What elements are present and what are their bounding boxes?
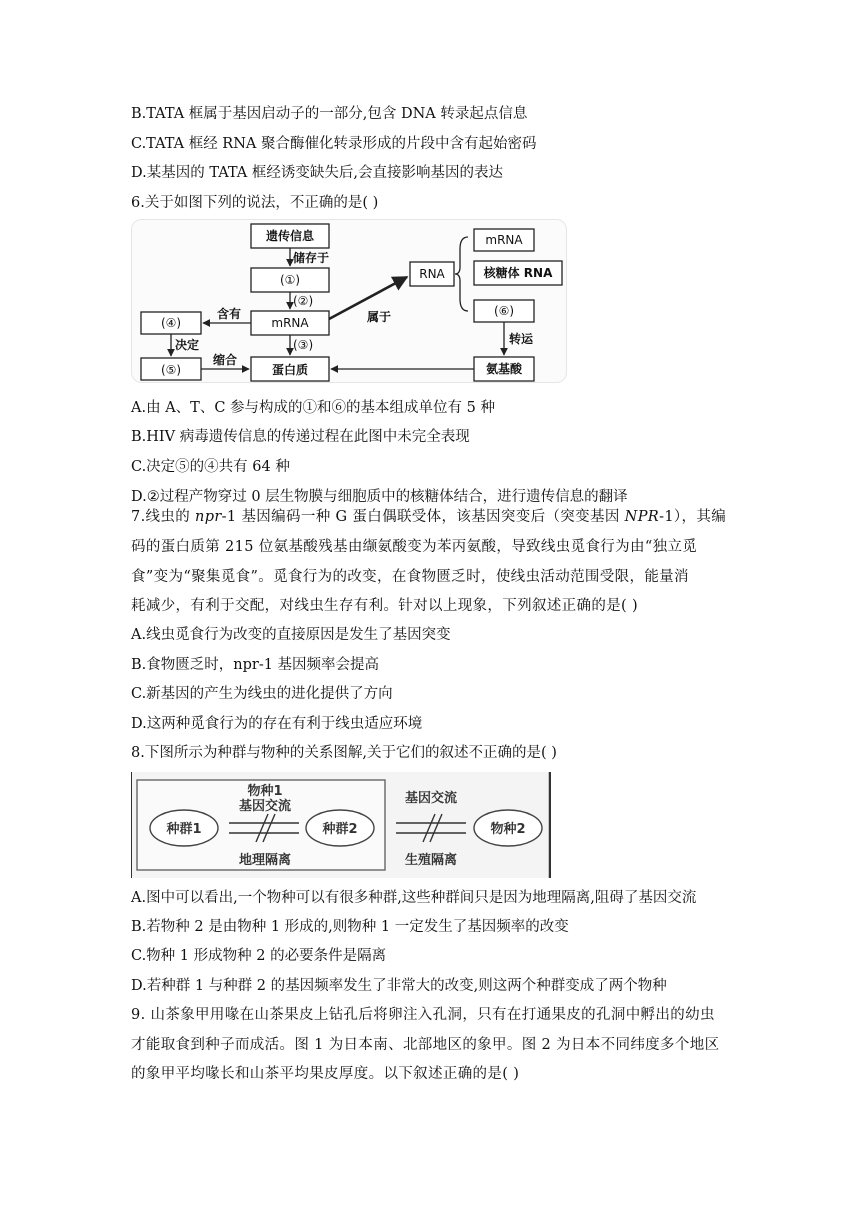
q7-stem-line-1: 7.线虫的 npr-1 基因编码一种 G 蛋白偶联受体，该基因突变后（突变基因 NPR-1），其编 <box>131 509 727 525</box>
q8-population-species-diagram <box>131 772 551 878</box>
step-3-label: (③) <box>293 338 314 352</box>
population-2-label: 种群2 <box>322 822 358 837</box>
q8-option-c: C.物种 1 形成物种 2 的必要条件是隔离 <box>131 948 387 964</box>
box-4-label: (④) <box>160 316 182 330</box>
protein-label: 蛋白质 <box>271 363 309 377</box>
q5-option-d: D.某基因的 TATA 框经诱变缺失后,会直接影响基因的表达 <box>131 165 503 181</box>
geographic-isolation-label: 地理隔离 <box>238 853 292 868</box>
q9-stem-line-1: 9. 山茶象甲用喙在山茶果皮上钻孔后将卵注入孔洞，只有在打通果皮的孔洞中孵出的幼虫 <box>131 1007 715 1023</box>
q8-stem: 8.下图所示为种群与物种的关系图解,关于它们的叙述不正确的是( ) <box>131 745 557 761</box>
q7-option-c: C.新基因的产生为线虫的进化提供了方向 <box>131 686 393 702</box>
gene-name-NPR: NPR <box>624 509 660 525</box>
q7-stem-line-2: 码的蛋白质第 215 位氨基酸残基由缬氨酸变为苯丙氨酸，导致线虫觅食行为由“独立觅 <box>131 539 698 555</box>
q6-gene-expression-diagram <box>131 219 567 383</box>
q5-option-c: C.TATA 框经 RNA 聚合酶催化转录形成的片段中含有起始密码 <box>131 136 537 152</box>
condense-label: 缩合 <box>212 353 238 367</box>
species-2-label: 物种2 <box>490 822 526 837</box>
q7-stem-line-4: 耗减少，有利于交配，对线虫生存有利。针对以上现象，下列叙述正确的是( ) <box>131 598 639 614</box>
decides-label: 决定 <box>175 338 200 352</box>
gene-flow-inner-label: 基因交流 <box>238 799 292 814</box>
q7-option-b: B.食物匮乏时，npr-1 基因频率会提高 <box>131 657 380 673</box>
q6-stem: 6.关于如图下列的说法，不正确的是( ) <box>131 195 379 211</box>
species-1-title: 物种1 <box>247 784 283 799</box>
q5-option-b: B.TATA 框属于基因启动子的一部分,包含 DNA 转录起点信息 <box>131 106 528 122</box>
box-6-label: (⑥) <box>493 304 515 318</box>
q6-option-a: A.由 A、T、C 参与构成的①和⑥的基本组成单位有 5 种 <box>131 400 495 416</box>
gene-flow-outer-label: 基因交流 <box>404 791 458 806</box>
q8-option-a: A.图中可以看出,一个物种可以有很多种群,这些种群间只是因为地理隔离,阻碍了基因交流 <box>131 890 697 906</box>
q9-stem-line-3: 的象甲平均喙长和山茶平均果皮厚度。以下叙述正确的是( ) <box>131 1066 520 1082</box>
rna-label: RNA <box>419 267 445 281</box>
q7-option-a: A.线虫觅食行为改变的直接原因是发生了基因突变 <box>131 627 451 643</box>
q9-stem-line-2: 才能取食到种子而成活。图 1 为日本南、北部地区的象甲。图 2 为日本不同纬度多个地区 <box>131 1037 720 1053</box>
rna-mrna-label: mRNA <box>485 233 523 247</box>
contains-label: 含有 <box>216 307 242 321</box>
q7-option-d: D.这两种觅食行为的存在有利于线虫适应环境 <box>131 716 423 732</box>
step-2-label: (②) <box>293 294 314 308</box>
population-1-label: 种群1 <box>166 822 202 837</box>
amino-acid-label: 氨基酸 <box>485 362 523 376</box>
gene-name-npr: npr <box>195 509 222 525</box>
q6-option-d: D.②过程产物穿过 0 层生物膜与细胞质中的核糖体结合，进行遗传信息的翻译 <box>131 489 628 505</box>
mrna-label: mRNA <box>271 316 309 330</box>
stored-in-label: 储存于 <box>293 251 330 265</box>
box-5-label: (⑤) <box>160 363 182 377</box>
q6-option-c: C.决定⑤的④共有 64 种 <box>131 459 290 475</box>
genetic-info-label: 遗传信息 <box>265 229 315 243</box>
reproductive-isolation-label: 生殖隔离 <box>404 853 458 868</box>
transport-label: 转运 <box>509 332 534 346</box>
q7-stem-line-3: 食”变为“聚集觅食”。觅食行为的改变，在食物匮乏时，使线虫活动范围受限，能量消 <box>131 569 689 585</box>
rna-rrna-label: 核糖体 RNA <box>483 266 553 280</box>
box-1-label: (①) <box>279 273 301 287</box>
q6-option-b: B.HIV 病毒遗传信息的传递过程在此图中未完全表现 <box>131 429 470 445</box>
q8-option-d: D.若种群 1 与种群 2 的基因频率发生了非常大的改变,则这两个种群变成了两个物种 <box>131 978 667 994</box>
q8-option-b: B.若物种 2 是由物种 1 形成的,则物种 1 一定发生了基因频率的改变 <box>131 919 569 935</box>
belongs-to-label: 属于 <box>366 310 392 324</box>
